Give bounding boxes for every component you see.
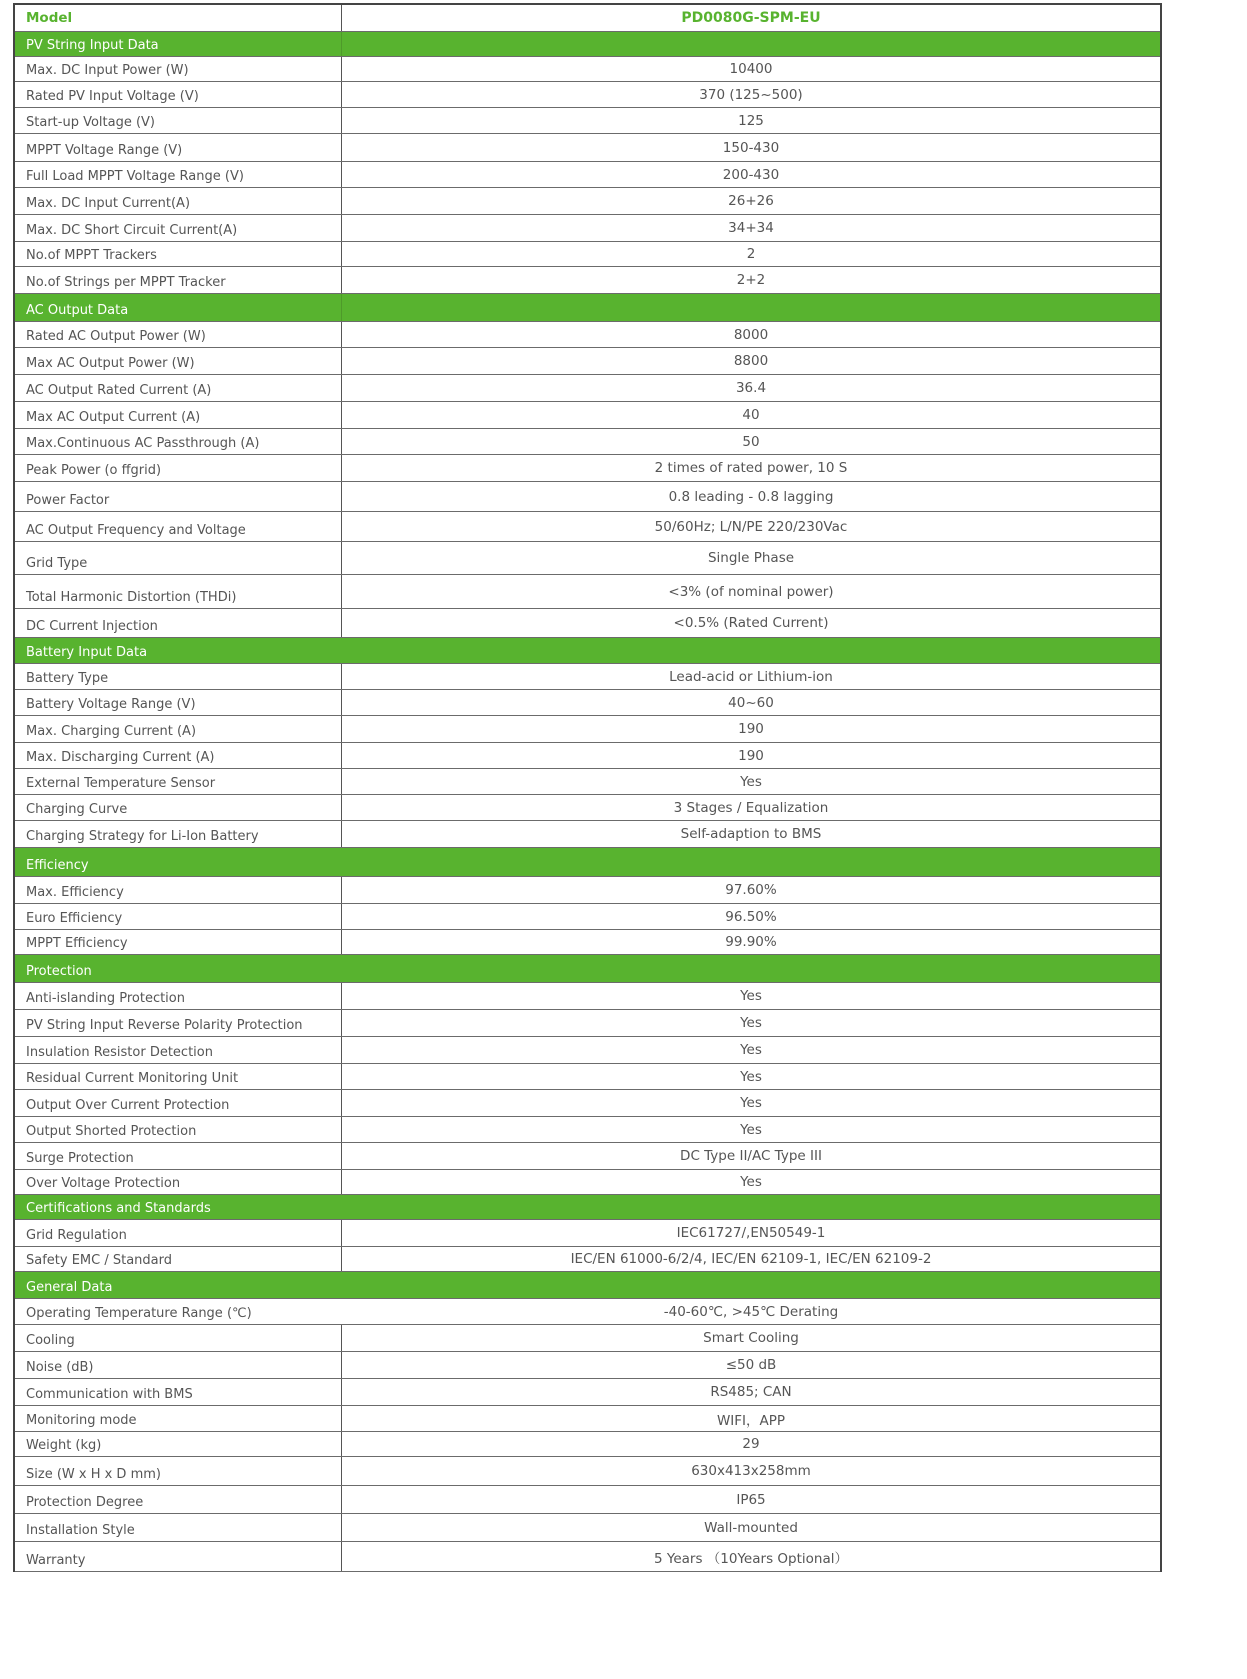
spec-label: Battery Type [15,664,342,689]
section-header-fill [342,32,1160,56]
spec-row [15,821,1160,848]
spec-row [15,1037,1160,1064]
spec-value: 8800 [733,353,769,369]
spec-row [15,1542,1160,1572]
spec-label: DC Current Injection [15,609,342,637]
spec-label: Peak Power (o ffgrid) [15,455,342,481]
spec-label: Weight (kg) [15,1432,342,1456]
spec-value: 97.60% [725,882,777,898]
spec-row [15,1220,1160,1247]
spec-label: Insulation Resistor Detection [15,1037,342,1063]
spec-value: 40 [742,407,760,423]
spec-label: Monitoring mode [15,1406,342,1431]
spec-value: Yes [740,1095,762,1111]
spec-value: 26+26 [728,193,774,209]
spec-value: 2 [746,246,756,262]
spec-value: 3 Stages / Equalization [673,799,829,816]
spec-value: 96.50% [725,908,777,925]
spec-value: -40-60℃, >45℃ Derating [663,1303,839,1320]
spec-label: Safety EMC / Standard [15,1247,342,1271]
spec-row [15,983,1160,1010]
section-header [15,955,1160,983]
spec-row [15,108,1160,134]
spec-value: 5 Years （10Years Optional） [654,1550,848,1567]
spec-label: Max. Discharging Current (A) [15,743,342,768]
spec-row [15,267,1160,294]
spec-row [15,795,1160,821]
spec-row [15,1514,1160,1542]
spec-row [15,1143,1160,1170]
spec-label: Max. DC Short Circuit Current(A) [15,215,342,241]
spec-value: 190 [738,721,764,737]
spec-table [13,3,1162,1572]
spec-value: IP65 [736,1491,766,1508]
model-row [15,5,1160,32]
section-header [15,848,1160,877]
spec-value: Yes [740,773,762,790]
spec-row [15,348,1160,375]
spec-value: 34+34 [728,220,774,236]
spec-value: Smart Cooling [703,1330,799,1346]
spec-value: Self-adaption to BMS [680,826,822,842]
spec-label: Max.Continuous AC Passthrough (A) [15,429,342,454]
spec-row [15,690,1160,716]
spec-value: 36.4 [735,380,767,396]
spec-value: Yes [740,988,762,1004]
spec-label: AC Output Frequency and Voltage [15,512,342,541]
spec-value: 370 (125~500) [699,86,803,103]
spec-label: Over Voltage Protection [15,1170,342,1194]
spec-row [15,930,1160,955]
section-header-fill [342,638,1160,663]
spec-row [15,162,1160,188]
spec-row [15,134,1160,162]
spec-row [15,1432,1160,1457]
section-header [15,1272,1160,1299]
spec-row [15,429,1160,455]
section-header-fill [342,848,1160,876]
spec-value: Single Phase [707,550,795,566]
section-title: Protection [26,964,92,979]
spec-row [15,375,1160,402]
spec-row [15,716,1160,743]
spec-value: 29 [742,1436,760,1452]
spec-label: Charging Curve [15,795,342,820]
spec-label: Total Harmonic Distortion (THDi) [15,575,342,608]
spec-row [15,877,1160,904]
spec-value: 8000 [733,326,769,343]
spec-row [15,402,1160,429]
spec-row [15,57,1160,82]
section-title: General Data [26,1280,113,1295]
spec-value: Yes [740,1042,762,1058]
spec-value: 190 [738,747,764,764]
spec-label: Communication with BMS [15,1379,342,1405]
spec-row [15,482,1160,512]
spec-value: 150-430 [722,139,780,156]
spec-label: Max AC Output Power (W) [15,348,342,374]
spec-row [15,904,1160,930]
spec-value: 2 times of rated power, 10 S [654,460,848,476]
section-header [15,1195,1160,1220]
spec-value: Wall-mounted [704,1519,798,1536]
section-title: Efficiency [26,858,89,873]
spec-value: <3% (of nominal power) [668,583,834,600]
spec-row [15,664,1160,690]
spec-label: AC Output Rated Current (A) [15,375,342,401]
spec-label: Size (W x H x D mm) [15,1457,342,1485]
spec-row [15,1325,1160,1352]
spec-row [15,1090,1160,1117]
spec-value: RS485; CAN [710,1384,792,1400]
spec-label: Anti-islanding Protection [15,983,342,1009]
spec-row [15,1406,1160,1432]
spec-value: 200-430 [722,166,780,183]
spec-row [15,575,1160,609]
spec-row [15,1064,1160,1090]
section-header-fill [342,1195,1160,1219]
spec-row [15,82,1160,108]
spec-label: Protection Degree [15,1486,342,1513]
spec-label: Output Over Current Protection [15,1090,342,1116]
spec-row [15,1299,1160,1325]
spec-value: DC Type II/AC Type III [680,1148,822,1164]
spec-row [15,1170,1160,1195]
spec-value: 50 [742,433,760,450]
spec-row [15,215,1160,242]
spec-value: Yes [740,1174,762,1190]
spec-row [15,1352,1160,1379]
spec-value: 40~60 [728,694,774,711]
spec-value: 10400 [729,61,773,77]
spec-value: Yes [740,1121,762,1138]
spec-value: Yes [740,1015,762,1031]
spec-value: Lead-acid or Lithium-ion [669,668,833,685]
spec-label: No.of MPPT Trackers [15,242,342,266]
spec-label: Output Shorted Protection [15,1117,342,1142]
spec-label: Cooling [15,1325,342,1351]
section-title: Battery Input Data [26,645,148,660]
spec-label: Start-up Voltage (V) [15,108,342,133]
spec-label: Operating Temperature Range (℃) [26,1306,252,1321]
spec-label: Charging Strategy for Li-Ion Battery [15,821,342,847]
spec-label: Grid Type [15,542,342,574]
spec-row [15,1457,1160,1486]
section-header [15,32,1160,57]
spec-row [15,455,1160,482]
spec-label: MPPT Efficiency [15,930,342,954]
spec-label: Noise (dB) [15,1352,342,1378]
section-header [15,638,1160,664]
spec-label: Max. Charging Current (A) [15,716,342,742]
spec-row [15,242,1160,267]
spec-row [15,512,1160,542]
spec-row [15,542,1160,575]
model-value: PD0080G-SPM-EU [681,10,821,26]
spec-label: Warranty [15,1542,342,1571]
spec-value: 50/60Hz; L/N/PE 220/230Vac [654,518,848,535]
spec-row [15,1117,1160,1143]
spec-value: 99.90% [725,934,777,950]
spec-row [15,1379,1160,1406]
section-title: Certifications and Standards [26,1201,211,1216]
spec-value: 630x413x258mm [691,1463,811,1479]
spec-label: Surge Protection [15,1143,342,1169]
spec-label: Installation Style [15,1514,342,1541]
spec-row [15,1010,1160,1037]
spec-value: ≤50 dB [725,1357,777,1373]
spec-label: PV String Input Reverse Polarity Protection [15,1010,342,1036]
spec-label: Rated PV Input Voltage (V) [15,82,342,107]
spec-value: 0.8 leading - 0.8 lagging [668,488,834,505]
spec-value: 2+2 [736,272,766,288]
spec-value: Yes [740,1068,762,1085]
section-header-fill [342,1272,1160,1298]
spec-row [15,1247,1160,1272]
spec-label: Full Load MPPT Voltage Range (V) [15,162,342,187]
spec-label: Residual Current Monitoring Unit [15,1064,342,1089]
spec-row [15,609,1160,638]
spec-value: WIFI，APP [716,1412,786,1429]
spec-label: Max. DC Input Power (W) [15,57,342,81]
section-title: PV String Input Data [15,32,342,56]
spec-label: No.of Strings per MPPT Tracker [15,267,342,293]
spec-value: IEC61727/,EN50549-1 [676,1225,826,1241]
section-header [15,294,1160,322]
spec-label: MPPT Voltage Range (V) [15,134,342,161]
spec-row [15,743,1160,769]
spec-label: Max. DC Input Current(A) [15,188,342,214]
spec-label: Grid Regulation [15,1220,342,1246]
spec-label: Euro Efficiency [15,904,342,929]
spec-row [15,322,1160,348]
section-header-fill [342,955,1160,982]
spec-label: Battery Voltage Range (V) [15,690,342,715]
spec-label: Power Factor [15,482,342,511]
spec-row [15,188,1160,215]
spec-value: IEC/EN 61000-6/2/4, IEC/EN 62109-1, IEC/EN 62109-2 [570,1251,932,1267]
spec-label: External Temperature Sensor [15,769,342,794]
spec-label: Max AC Output Current (A) [15,402,342,428]
spec-value: <0.5% (Rated Current) [673,615,829,631]
section-header-fill [342,294,1160,321]
spec-row [15,769,1160,795]
spec-label: Max. Efficiency [15,877,342,903]
model-label: Model [15,5,342,31]
spec-row [15,1486,1160,1514]
spec-label: Rated AC Output Power (W) [15,322,342,347]
spec-value: 125 [738,112,764,129]
section-title: AC Output Data [15,294,342,321]
